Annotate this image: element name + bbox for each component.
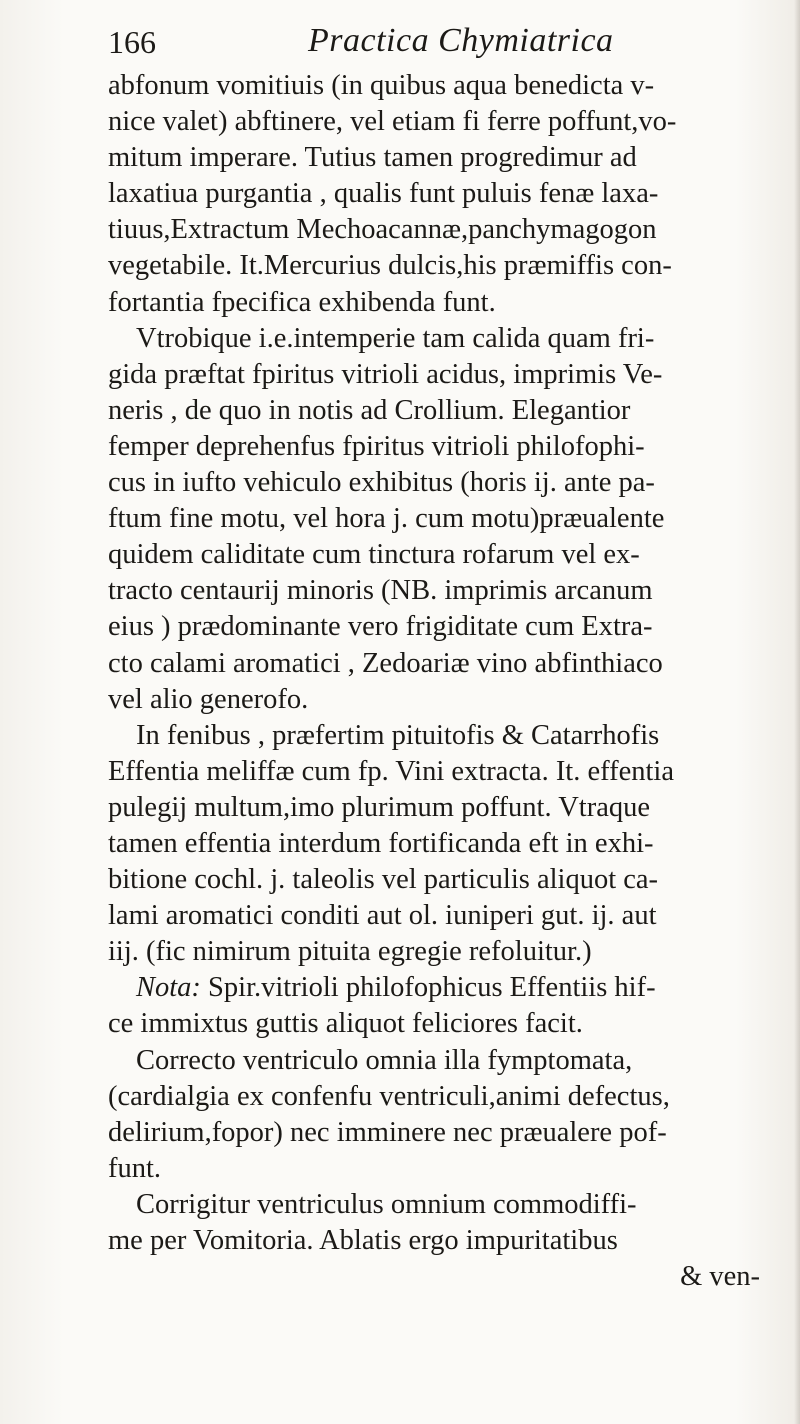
text-line: tracto centaurij minoris (NB. imprimis arcanum [108, 575, 653, 607]
text-line: mitum imperare. Tutius tamen progredimur ad [108, 142, 637, 174]
text-line: Effentia meliffæ cum fp. Vini extracta. It. effentia [108, 755, 674, 787]
text-line: eius ) prædominante vero frigiditate cum Extra- [108, 611, 653, 643]
text-line: vegetabile. It.Mercurius dulcis,his præmiffis con- [108, 250, 672, 282]
catchword-line: & ven- [680, 1261, 760, 1293]
nota-text: Spir.vitrioli philofophicus Effentiis hif- [200, 972, 656, 1004]
nota-line [108, 970, 774, 1006]
text-line: vel alio generofo. [108, 683, 309, 715]
text-line: laxatiua purgantia , qualis funt puluis fenæ laxa- [108, 178, 659, 210]
text-line: cto calami aromatici , Zedoariæ vino abfinthiaco [108, 647, 663, 679]
text-line: fortantia fpecifica exhibenda funt. [108, 286, 496, 318]
paragraph-start-line: In fenibus , præfertim pituitofis & Catarrhofis [136, 719, 660, 751]
text-line: cus in iufto vehiculo exhibitus (horis ij. ante pa- [108, 467, 655, 499]
paragraph-start-line: Vtrobique i.e.intemperie tam calida quam fri- [136, 322, 655, 354]
paragraph-start-line: Correcto ventriculo omnia illa fymptomata, [136, 1044, 633, 1076]
text-line: me per Vomitoria. Ablatis ergo impuritatibus [108, 1225, 618, 1256]
text-line: gida præftat fpiritus vitrioli acidus, imprimis Ve- [108, 358, 663, 390]
text-line: ce immixtus guttis aliquot feliciores facit. [108, 1008, 583, 1040]
text-line: bitione cochl. j. taleolis vel particulis aliquot ca- [108, 864, 659, 896]
text-line: funt. [108, 1152, 162, 1184]
text-line: neris , de quo in notis ad Crollium. Elegantior [108, 394, 631, 426]
text-line: nice valet) abftinere, vel etiam fi ferre poffunt,vo- [108, 106, 677, 138]
page-header [108, 18, 668, 68]
text-line: (cardialgia ex confenfu ventriculi,animi defectus, [108, 1080, 670, 1112]
running-head: Practica Chymiatrica [308, 22, 614, 59]
text-line: iij. (fic nimirum pituita egregie refoluitur.) [108, 936, 592, 968]
text-line: delirium,fopor) nec imminere nec præualere pof- [108, 1116, 667, 1148]
text-line: femper deprehenfus fpiritus vitrioli philofophi- [108, 430, 645, 462]
paragraph-start-line: Corrigitur ventriculus omnium commodiffi- [136, 1188, 637, 1220]
text-line: abfonum vomitiuis (in quibus aqua benedicta v- [108, 70, 655, 101]
page-edge-shadow [794, 0, 800, 1424]
text-line: quidem caliditate cum tinctura rofarum vel ex- [108, 539, 640, 571]
text-line: ftum fine motu, vel hora j. cum motu)præualente [108, 503, 665, 535]
text-line: tamen effentia interdum fortificanda eft in exhi- [108, 827, 654, 859]
nota-label: Nota: [136, 972, 201, 1004]
text-line: lami aromatici conditi aut ol. iuniperi gut. ij. aut [108, 900, 657, 932]
text-line: tiuus,Extractum Mechoacannæ,panchymagogon [108, 214, 657, 246]
page-number: 166 [108, 24, 156, 60]
text-line: pulegij multum,imo plurimum poffunt. Vtraque [108, 791, 650, 823]
body-text [108, 68, 774, 1295]
